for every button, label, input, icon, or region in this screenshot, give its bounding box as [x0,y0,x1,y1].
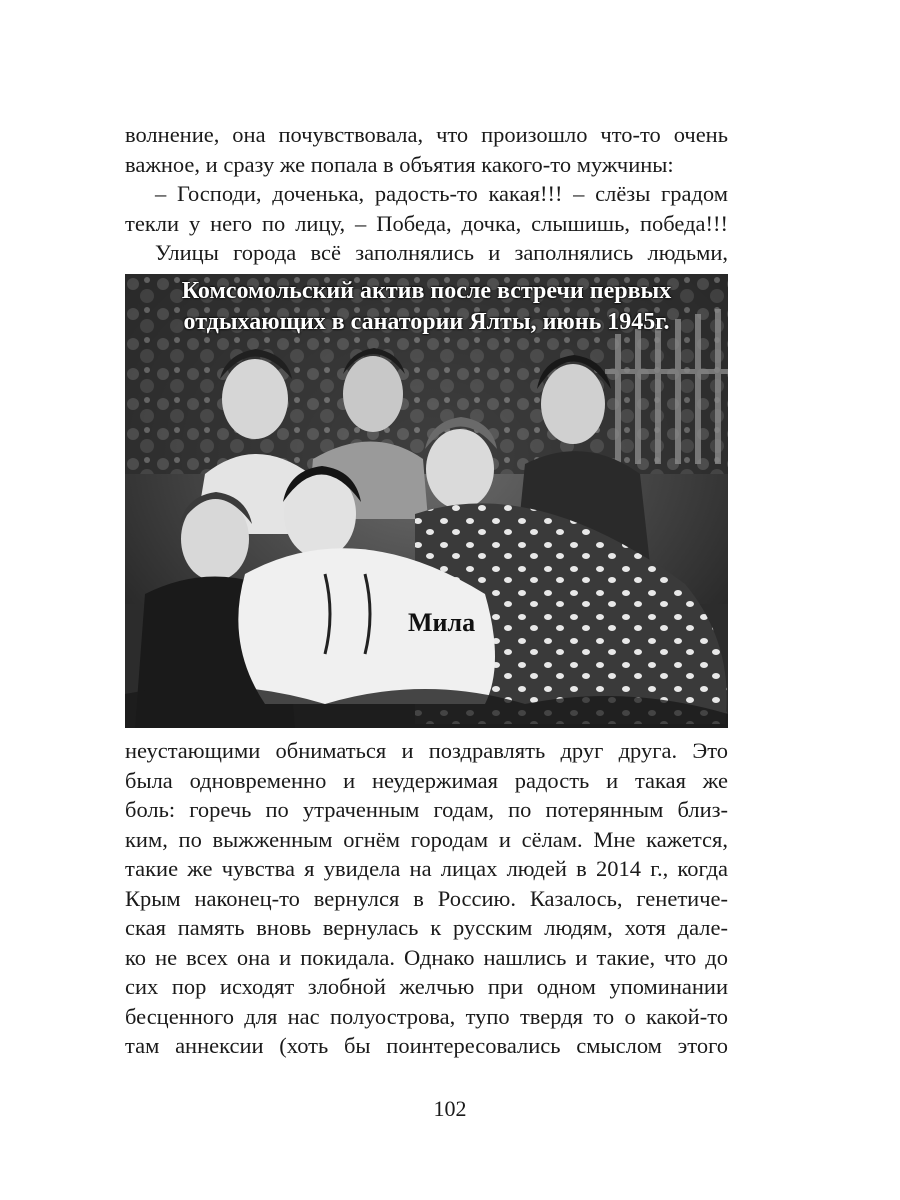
text-line: такие же чувства я увидела на лицах людей в 2014 г., когда [125,856,728,881]
text-line: бесценного для нас полуострова, тупо твердя то о какой-то [125,1003,728,1029]
text-line: волнение, она почувствовала, что произошло что-то очень [125,122,728,147]
page-number: 102 [433,1096,467,1121]
photo-illustration [125,274,728,728]
text-line: Крым наконец-то вернулся в Россию. Казалось, генетиче- [125,885,728,911]
historical-photo [125,274,728,728]
text-line: там аннексии (хоть бы поинтересовались смыслом этого [125,1033,728,1058]
text-line: важное, и сразу же попала в объятия какого-то мужчины: [125,151,674,177]
text-line: Улицы города всё заполнялись и заполнялись людьми, [155,240,728,265]
text-line: ким, по выжженным огнём городам и сёлам. Мне кажется, [125,826,728,852]
photo-caption-line: Комсомольский актив после встречи первых [181,278,672,304]
text-line: ская память вновь вернулась к русским людям, хотя дале- [125,915,728,940]
text-line: неустающими обниматься и поздравлять друг друга. Это [125,738,728,763]
text-line: текли у него по лицу, – Победа, дочка, слышишь, победа!!! [125,210,728,236]
text-block-top [125,120,728,268]
text-line: – Господи, доченька, радость-то какая!!! – слёзы градом [155,181,728,206]
photo-caption [125,276,728,338]
text-line: была одновременно и неудержимая радость и такая же [125,767,728,793]
text-block-bottom [125,736,728,1061]
text-line: ко не всех она и покидала. Однако нашлись и такие, что до [125,944,728,970]
photo-caption-line: отдыхающих в санатории Ялты, июнь 1945г. [183,309,670,335]
text-line: боль: горечь по утраченным годам, по потерянным близ- [125,797,728,822]
text-line: сих пор исходят злобной желчью при одном упоминании [125,974,728,999]
photo-person-label: Мила [408,608,476,637]
